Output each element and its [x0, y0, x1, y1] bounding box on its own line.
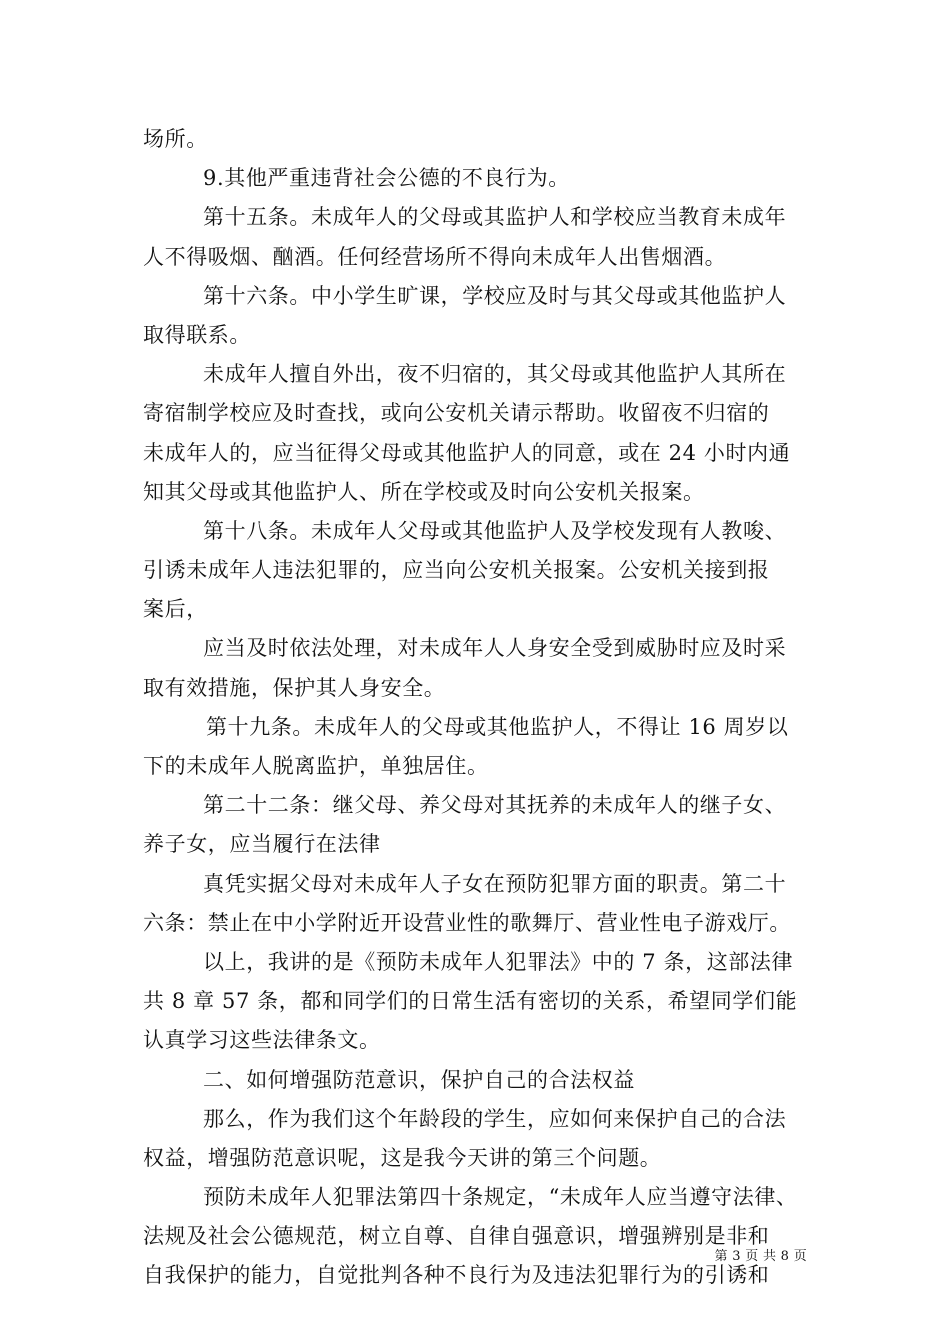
text-line: 预防未成年人犯罪法第四十条规定，“未成年人应当遵守法律、: [203, 1185, 798, 1210]
text-line: 自我保护的能力，自觉批判各种不良行为及违法犯罪行为的引诱和: [143, 1263, 770, 1288]
text-line: 以上，我讲的是《预防未成年人犯罪法》中的 7 条，这部法律: [203, 949, 794, 974]
text-line: 场所。: [143, 127, 208, 151]
text-line: 未成年人的，应当征得父母或其他监护人的同意，或在 24 小时内通: [143, 440, 791, 465]
text-line: 未成年人擅自外出，夜不归宿的，其父母或其他监护人其所在: [203, 362, 787, 387]
text-line: 法规及社会公德规范，树立自尊、自律自强意识，增强辨别是非和: [143, 1224, 770, 1249]
text-line: 人不得吸烟、酗酒。任何经营场所不得向未成年人出售烟酒。: [143, 244, 727, 269]
text-line: 寄宿制学校应及时查找，或向公安机关请示帮助。收留夜不归宿的: [143, 401, 770, 426]
text-line: 第十五条。未成年人的父母或其监护人和学校应当教育未成年: [203, 205, 787, 230]
text-line: 认真学习这些法律条文。: [143, 1028, 381, 1053]
text-line: 二、如何增强防范意识，保护自己的合法权益: [203, 1067, 635, 1092]
text-line: 那么，作为我们这个年龄段的学生，应如何来保护自己的合法: [203, 1106, 787, 1131]
document-body: [143, 120, 833, 1296]
text-line: 案后，: [143, 597, 208, 622]
text-line: 六条：禁止在中小学附近开设营业性的歌舞厅、营业性电子游戏厅。: [143, 910, 791, 935]
text-line: 取得联系。: [143, 322, 251, 347]
text-line: 取有效措施，保护其人身安全。: [143, 675, 446, 700]
text-line: 共 8 章 57 条，都和同学们的日常生活有密切的关系，希望同学们能: [143, 989, 798, 1014]
text-line: 知其父母或其他监护人、所在学校或及时向公安机关报案。: [143, 479, 705, 504]
text-line: 第二十二条：继父母、养父母对其抚养的未成年人的继子女、: [203, 793, 787, 818]
page-number-footer: 第 3 页 共 8 页: [714, 1249, 807, 1264]
text-line: 第十九条。未成年人的父母或其他监护人，不得让 16 周岁以: [206, 714, 789, 739]
text-line: 9.其他严重违背社会公德的不良行为。: [203, 166, 570, 191]
text-line: 应当及时依法处理，对未成年人人身安全受到威胁时应及时采: [203, 636, 787, 661]
text-line: 第十八条。未成年人父母或其他监护人及学校发现有人教唆、: [203, 518, 787, 543]
text-line: 养子女，应当履行在法律: [143, 832, 381, 857]
text-line: 权益，增强防范意识呢，这是我今天讲的第三个问题。: [143, 1145, 662, 1170]
text-line: 真凭实据父母对未成年人子女在预防犯罪方面的职责。第二十: [203, 871, 787, 896]
text-line: 第十六条。中小学生旷课，学校应及时与其父母或其他监护人: [203, 283, 787, 308]
text-line: 下的未成年人脱离监护，单独居住。: [143, 754, 489, 778]
text-line: 引诱未成年人违法犯罪的，应当向公安机关报案。公安机关接到报: [143, 558, 770, 583]
